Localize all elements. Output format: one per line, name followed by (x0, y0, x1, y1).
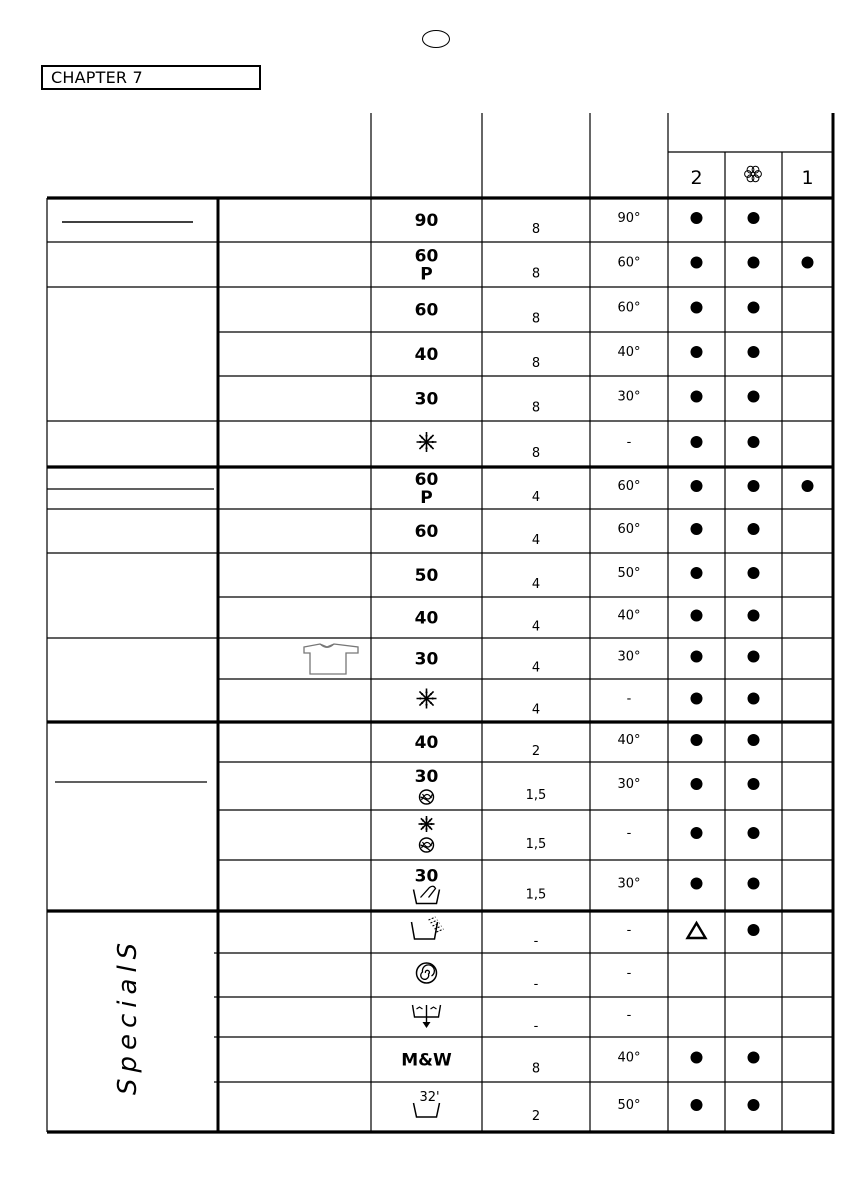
temperature-value: 60° (617, 522, 641, 537)
temperature-value: - (626, 691, 632, 707)
dot-marker (691, 778, 703, 790)
dot-marker (691, 257, 703, 269)
temperature-value: 50° (617, 1098, 641, 1113)
dot-marker (748, 436, 760, 448)
dot-marker (691, 480, 703, 492)
dot-marker (748, 734, 760, 746)
programme-number: 30 (414, 649, 439, 670)
load-value: 2 (531, 744, 541, 759)
drain-icon (413, 1005, 441, 1028)
temperature-value: - (626, 966, 632, 981)
spin-icon (417, 963, 437, 983)
wool-icon (420, 790, 434, 804)
dot-marker (748, 610, 760, 622)
dot-marker (691, 1052, 703, 1064)
dot-marker (691, 878, 703, 890)
dot-marker (691, 346, 703, 358)
flower-icon (745, 166, 762, 181)
programme-number: 30 (414, 767, 439, 787)
dot-marker (748, 878, 760, 890)
temperature-value: - (626, 435, 632, 450)
programme-number: 40 (414, 733, 439, 753)
load-value: 1,5 (525, 887, 547, 903)
programme-number: 60 (414, 246, 439, 267)
dot-marker (691, 1099, 703, 1111)
table-row (415, 733, 760, 759)
dot-marker (748, 1099, 760, 1111)
table-row (415, 390, 760, 416)
temperature-value: 40° (617, 345, 641, 360)
dot-marker (691, 610, 703, 622)
programme-number: 30 (414, 866, 439, 887)
snowflake-wool-icon (419, 816, 435, 852)
programme-number: 40 (414, 608, 439, 629)
table-row (419, 816, 760, 852)
load-value: 8 (531, 356, 541, 371)
load-value: 4 (531, 619, 541, 635)
temperature-value: 40° (617, 733, 641, 748)
snowflake-icon (417, 432, 437, 452)
load-value: 8 (531, 400, 541, 416)
temperature-value: 40° (617, 608, 641, 624)
rinse-icon (412, 917, 444, 939)
table-row (414, 867, 760, 904)
dot-marker (802, 257, 814, 269)
programme-number: 60 (414, 522, 439, 542)
table-row (415, 650, 760, 676)
dot-marker (748, 346, 760, 358)
load-value: 8 (531, 311, 541, 327)
table-row (417, 963, 632, 992)
temperature-value: 60° (617, 255, 641, 271)
specials-label: SpecialS (113, 936, 143, 1095)
temperature-value: 30° (617, 777, 641, 792)
dot-marker (691, 436, 703, 448)
snowflake-icon (417, 689, 437, 709)
temperature-value: 30° (617, 389, 641, 405)
handwash-icon (414, 886, 440, 903)
dot-marker (748, 567, 760, 579)
dot-marker (691, 693, 703, 705)
dot-marker (748, 523, 760, 535)
table-row (415, 247, 814, 285)
dot-marker (748, 827, 760, 839)
dot-marker (748, 924, 760, 936)
load-value: 1,5 (525, 837, 547, 852)
programme-number: 30 (414, 389, 439, 410)
table-row (417, 689, 760, 718)
temperature-value: - (626, 923, 632, 938)
table-row (414, 1090, 760, 1124)
programme-number: 90 (414, 211, 439, 231)
load-value: 4 (531, 702, 541, 718)
table-row (415, 522, 760, 548)
spin-header-1: 1 (801, 167, 814, 189)
dot-marker (691, 734, 703, 746)
quick-32-icon (414, 1090, 440, 1117)
load-value: - (533, 934, 539, 949)
temperature-value: 60° (617, 479, 641, 494)
programme-suffix: P (420, 488, 433, 508)
load-value: 8 (531, 222, 541, 237)
dot-marker (748, 778, 760, 790)
dot-marker (691, 651, 703, 663)
programme-number: 50 (414, 566, 439, 586)
programme-number: M&W (401, 1050, 452, 1071)
load-value: - (533, 977, 539, 992)
dot-marker (748, 391, 760, 403)
table-row (401, 1051, 759, 1077)
dot-marker (748, 480, 760, 492)
table-row (415, 609, 760, 635)
load-value: 8 (531, 446, 541, 461)
table-row (415, 211, 760, 237)
load-value: - (533, 1019, 539, 1034)
dot-marker (748, 257, 760, 269)
programme-number: 60 (414, 470, 439, 490)
dot-marker (748, 212, 760, 224)
table-row (415, 470, 814, 508)
temperature-value: 30° (617, 876, 641, 892)
dot-marker (802, 480, 814, 492)
table-row (417, 432, 760, 461)
temperature-value: - (626, 826, 632, 841)
table-row (415, 767, 760, 804)
dot-marker (748, 1052, 760, 1064)
warning-triangle (688, 923, 706, 938)
dot-marker (691, 523, 703, 535)
table-row (415, 301, 760, 327)
temperature-value: 50° (617, 566, 641, 581)
dot-marker (691, 302, 703, 314)
chapter-title: CHAPTER 7 (41, 65, 261, 90)
programme-suffix: P (420, 264, 433, 285)
dot-marker (748, 651, 760, 663)
dot-marker (691, 827, 703, 839)
dot-marker (748, 302, 760, 314)
temperature-value: 90° (617, 211, 641, 226)
load-value: 4 (531, 660, 541, 676)
programme-number: 40 (414, 345, 439, 365)
programme-number: 60 (414, 300, 439, 321)
dot-marker (748, 693, 760, 705)
table-row (415, 566, 760, 592)
temperature-value: 40° (617, 1050, 641, 1066)
shirt-icon (304, 644, 358, 674)
table-row (412, 917, 760, 949)
load-value: 4 (531, 577, 541, 592)
dot-marker (691, 567, 703, 579)
table-row (415, 345, 760, 371)
load-value: 4 (531, 490, 541, 505)
load-value: 8 (531, 1061, 541, 1077)
load-value: 1,5 (525, 788, 547, 803)
load-value: 4 (531, 533, 541, 548)
load-value: 2 (531, 1109, 541, 1124)
temperature-value: 30° (617, 649, 641, 665)
table-row (413, 1005, 632, 1034)
dot-marker (691, 212, 703, 224)
quick-time-label: 32' (419, 1090, 440, 1105)
dot-marker (691, 391, 703, 403)
load-value: 8 (531, 266, 541, 282)
temperature-value: 60° (617, 300, 641, 316)
spin-header-2: 2 (690, 167, 703, 189)
temperature-value: - (626, 1008, 632, 1023)
